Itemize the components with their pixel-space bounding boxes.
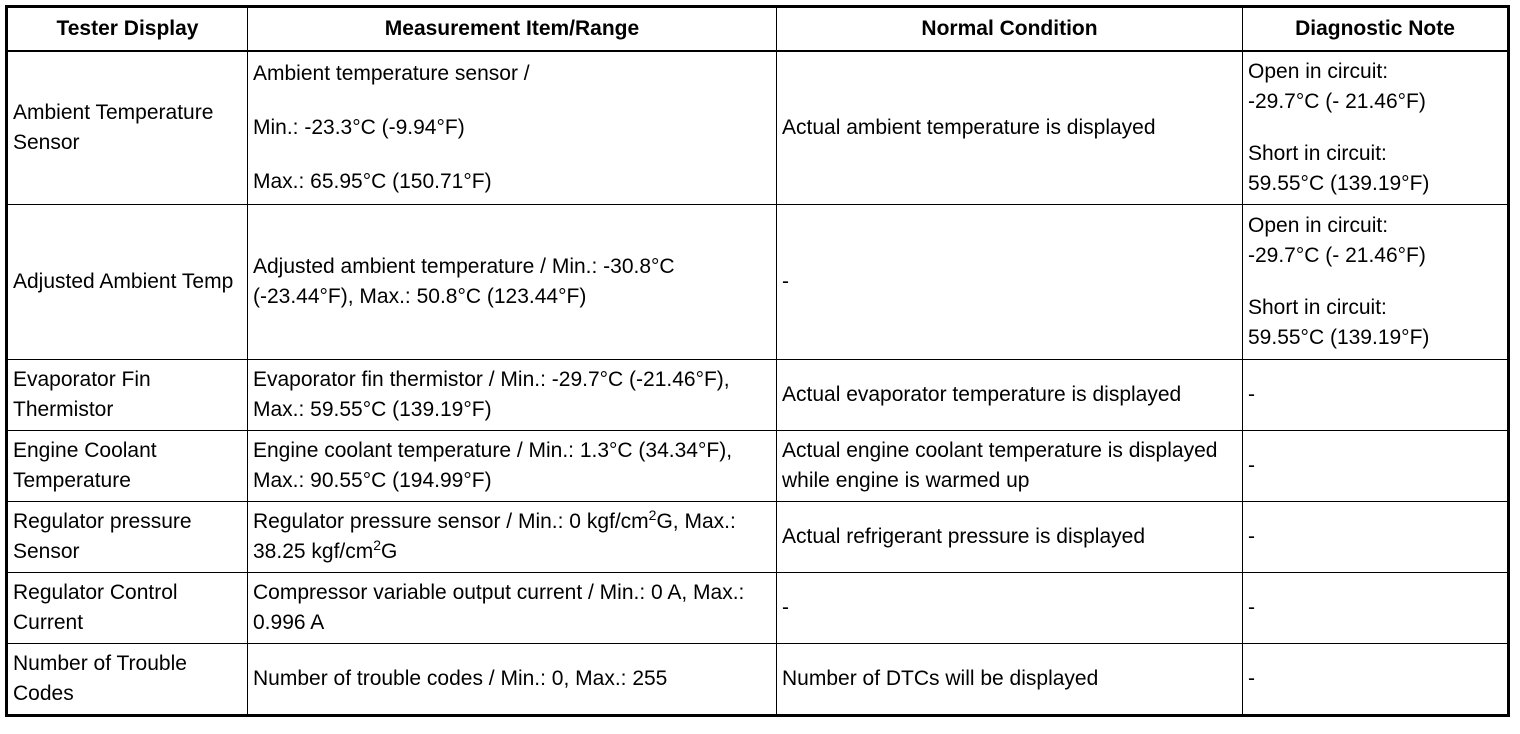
open-circuit-label: Open in circuit: xyxy=(1248,60,1389,83)
tester-display-cell: Number of Trouble Codes xyxy=(7,644,248,716)
diagnostic-note-cell: - xyxy=(1243,573,1509,644)
normal-condition-cell: - xyxy=(777,205,1243,360)
table-row xyxy=(7,51,1509,205)
tester-display-cell: Regulator Control Current xyxy=(7,573,248,644)
diagnostic-note-cell: - xyxy=(1243,360,1509,431)
diagnostic-note-cell xyxy=(1243,205,1509,360)
superscript: 2 xyxy=(648,507,657,523)
short-circuit-value: 59.55°C (139.19°F) xyxy=(1248,172,1430,195)
measurement-text: G xyxy=(381,540,398,563)
tester-display-cell: Adjusted Ambient Temp xyxy=(7,205,248,360)
header-normal-condition: Normal Condition xyxy=(777,7,1243,52)
table-row xyxy=(7,431,1509,502)
measurement-cell: Adjusted ambient temperature / Min.: -30.8°C (-23.44°F), Max.: 50.8°C (123.44°F) xyxy=(248,205,777,360)
short-circuit-label: Short in circuit: xyxy=(1248,296,1387,319)
diagnostic-note-cell xyxy=(1243,51,1509,205)
short-circuit-label: Short in circuit: xyxy=(1248,142,1387,165)
table-row xyxy=(7,360,1509,431)
header-diagnostic-note: Diagnostic Note xyxy=(1243,7,1509,52)
table-row xyxy=(7,205,1509,360)
short-circuit-value: 59.55°C (139.19°F) xyxy=(1248,326,1430,349)
measurement-line: Ambient temperature sensor / xyxy=(253,62,530,85)
measurement-cell: Compressor variable output current / Min.: 0 A, Max.: 0.996 A xyxy=(248,573,777,644)
header-tester-display: Tester Display xyxy=(7,7,248,52)
diagnostic-note-cell: - xyxy=(1243,644,1509,716)
measurement-line: Min.: -23.3°C (-9.94°F) xyxy=(253,116,465,139)
measurement-cell xyxy=(248,502,777,573)
table-row xyxy=(7,502,1509,573)
measurement-cell xyxy=(248,51,777,205)
open-circuit-value: -29.7°C (- 21.46°F) xyxy=(1248,244,1426,267)
open-circuit-value: -29.7°C (- 21.46°F) xyxy=(1248,90,1426,113)
tester-display-cell: Regulator pressure Sensor xyxy=(7,502,248,573)
tester-display-cell: Ambient Temperature Sensor xyxy=(7,51,248,205)
tester-display-cell: Evaporator Fin Thermistor xyxy=(7,360,248,431)
measurement-text: Regulator pressure sensor / Min.: 0 kgf/cm xyxy=(253,510,649,533)
open-circuit-label: Open in circuit: xyxy=(1248,214,1389,237)
table-header-row xyxy=(7,7,1509,52)
measurement-text: G, Max.: 38.25 kgf/cm xyxy=(253,510,736,563)
diagnostic-note-cell: - xyxy=(1243,502,1509,573)
diagnostic-data-table xyxy=(5,5,1510,717)
normal-condition-cell: Actual engine coolant temperature is displayed while engine is warmed up xyxy=(777,431,1243,502)
table-row xyxy=(7,644,1509,716)
normal-condition-cell: Actual refrigerant pressure is displayed xyxy=(777,502,1243,573)
tester-display-cell: Engine Coolant Temperature xyxy=(7,431,248,502)
diagnostic-note-cell: - xyxy=(1243,431,1509,502)
measurement-cell: Engine coolant temperature / Min.: 1.3°C (34.34°F), Max.: 90.55°C (194.99°F) xyxy=(248,431,777,502)
header-measurement-item: Measurement Item/Range xyxy=(248,7,777,52)
normal-condition-cell: Actual evaporator temperature is displayed xyxy=(777,360,1243,431)
measurement-cell: Evaporator fin thermistor / Min.: -29.7°C (-21.46°F), Max.: 59.55°C (139.19°F) xyxy=(248,360,777,431)
normal-condition-cell: Actual ambient temperature is displayed xyxy=(777,51,1243,205)
measurement-cell: Number of trouble codes / Min.: 0, Max.: 255 xyxy=(248,644,777,716)
normal-condition-cell: - xyxy=(777,573,1243,644)
superscript: 2 xyxy=(373,537,382,553)
normal-condition-cell: Number of DTCs will be displayed xyxy=(777,644,1243,716)
table-row xyxy=(7,573,1509,644)
measurement-line: Max.: 65.95°C (150.71°F) xyxy=(253,170,492,193)
